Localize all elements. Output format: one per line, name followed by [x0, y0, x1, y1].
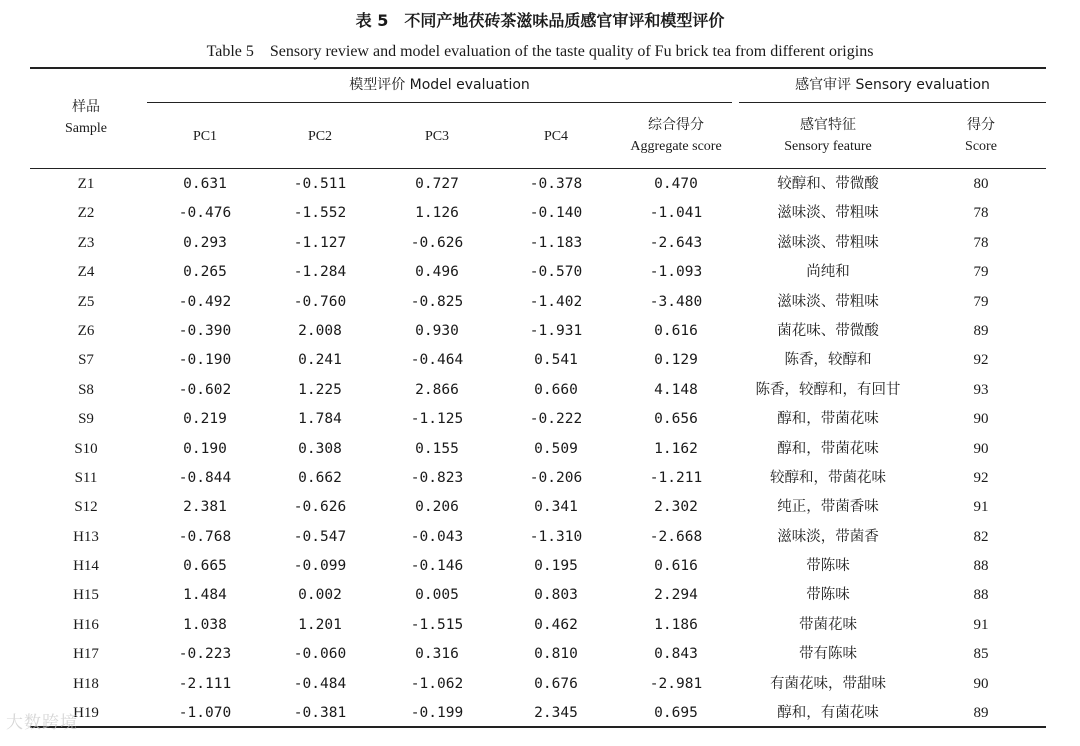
cell-sample: S7 [78, 352, 94, 369]
cell-pc2: -0.099 [293, 558, 347, 575]
table-caption-cn: 表 5 不同产地茯砖茶滋味品质感官审评和模型评价 [355, 11, 725, 30]
cell-pc3: 1.126 [415, 205, 459, 222]
header-rule [30, 168, 1046, 169]
cell-agg: 0.656 [654, 411, 698, 428]
cell-score: 82 [973, 528, 989, 545]
cell-pc4: -0.378 [529, 176, 583, 192]
cell-pc3: 2.866 [415, 381, 459, 398]
cell-feature: 菌花味、带微酸 [777, 322, 879, 339]
cell-pc2: 0.662 [298, 469, 342, 486]
cell-feature: 陈香，较醇和 [784, 352, 872, 369]
cell-agg: -2.981 [649, 675, 703, 692]
cell-pc3: -1.125 [410, 411, 464, 428]
cell-pc3: 0.496 [415, 264, 459, 281]
cell-sample: H15 [73, 587, 99, 604]
cell-score: 90 [973, 411, 989, 428]
cell-pc4: -1.183 [529, 234, 583, 251]
cell-pc1: -0.476 [178, 205, 232, 222]
cell-agg: 0.470 [654, 176, 698, 192]
cell-pc4: 0.462 [534, 616, 578, 633]
cell-agg: -2.668 [649, 528, 703, 545]
table-row [0, 405, 1080, 434]
cell-pc2: -0.060 [293, 646, 347, 663]
cell-sample: Z1 [77, 176, 95, 192]
table-row [0, 258, 1080, 287]
cell-pc2: 0.002 [298, 587, 342, 604]
cell-pc1: 0.293 [183, 234, 227, 251]
cell-pc1: -0.492 [178, 293, 232, 310]
header-score [930, 115, 1032, 157]
cell-pc2: 2.008 [298, 322, 342, 339]
cell-pc3: -0.043 [410, 528, 464, 545]
cell-pc4: 0.676 [534, 675, 578, 692]
cell-feature: 陈香，较醇和，有回甘 [755, 381, 901, 398]
table-row [0, 346, 1080, 375]
cell-pc2: 1.784 [298, 411, 342, 428]
table-row [0, 611, 1080, 640]
header-pc2 [265, 126, 375, 147]
table-row [0, 229, 1080, 258]
cell-feature: 较醇和、带微酸 [777, 176, 879, 192]
cell-feature: 尚纯和 [806, 264, 850, 281]
table-row [0, 523, 1080, 552]
cell-pc2: -0.760 [293, 293, 347, 310]
cell-pc1: -0.190 [178, 352, 232, 369]
cell-sample: Z5 [77, 293, 95, 310]
cell-pc2: 0.308 [298, 440, 342, 457]
cell-feature: 滋味淡、带粗味 [777, 234, 879, 251]
cell-sample: H16 [73, 616, 99, 633]
cell-pc3: -0.825 [410, 293, 464, 310]
cell-pc4: 2.345 [534, 705, 578, 722]
model-group-rule [147, 102, 732, 103]
cell-pc4: 0.195 [534, 558, 578, 575]
header-pc4 [500, 126, 612, 147]
cell-pc3: -0.146 [410, 558, 464, 575]
cell-pc4: -0.140 [529, 205, 583, 222]
cell-sample: H17 [73, 646, 99, 663]
sensory-group-rule [739, 102, 1046, 103]
cell-agg: 4.148 [654, 381, 698, 398]
cell-agg: -1.211 [649, 469, 703, 486]
cell-pc3: -0.823 [410, 469, 464, 486]
cell-feature: 醇和，带菌花味 [777, 411, 879, 428]
table-row [0, 199, 1080, 228]
cell-score: 89 [973, 705, 989, 722]
header-pc4-label: PC4 [543, 129, 569, 144]
cell-pc4: 0.509 [534, 440, 578, 457]
cell-score: 85 [973, 646, 989, 663]
cell-sample: S11 [74, 469, 98, 486]
cell-sample: Z6 [77, 322, 95, 339]
cell-score: 92 [973, 352, 989, 369]
cell-pc3: 0.316 [415, 646, 459, 663]
cell-score: 88 [973, 587, 989, 604]
cell-pc1: -0.223 [178, 646, 232, 663]
header-feature-cn: 感官特征 [800, 117, 856, 133]
cell-agg: 0.129 [654, 352, 698, 369]
header-pc3 [382, 126, 492, 147]
cell-pc2: -1.284 [293, 264, 347, 281]
cell-agg: 0.616 [654, 322, 698, 339]
header-aggregate-cn: 综合得分 [648, 117, 704, 133]
header-feature-en: Sensory feature [784, 139, 872, 154]
cell-pc1: 0.265 [183, 264, 227, 281]
cell-pc4: -0.206 [529, 469, 583, 486]
cell-agg: 1.186 [654, 616, 698, 633]
cell-sample: S10 [74, 440, 98, 457]
cell-pc1: 0.219 [183, 411, 227, 428]
cell-feature: 带陈味 [806, 587, 850, 604]
cell-pc1: 0.190 [183, 440, 227, 457]
cell-pc4: 0.803 [534, 587, 578, 604]
cell-feature: 滋味淡、带粗味 [777, 205, 879, 222]
cell-pc4: -0.570 [529, 264, 583, 281]
cell-pc1: 0.665 [183, 558, 227, 575]
cell-agg: -1.041 [649, 205, 703, 222]
cell-agg: 2.294 [654, 587, 698, 604]
header-pc3-label: PC3 [424, 129, 450, 144]
cell-score: 78 [973, 234, 989, 251]
cell-score: 93 [973, 381, 989, 398]
cell-pc1: -0.844 [178, 469, 232, 486]
table-row [0, 317, 1080, 346]
cell-pc1: 2.381 [183, 499, 227, 516]
cell-sample: S9 [78, 411, 94, 428]
cell-pc2: -1.552 [293, 205, 347, 222]
cell-pc3: -0.626 [410, 234, 464, 251]
table-row [0, 435, 1080, 464]
cell-pc1: 1.484 [183, 587, 227, 604]
cell-score: 79 [973, 293, 989, 310]
table-row [0, 376, 1080, 405]
table-row [0, 640, 1080, 669]
cell-pc1: -1.070 [178, 705, 232, 722]
cell-pc4: -1.310 [529, 528, 583, 545]
cell-pc1: 0.631 [183, 176, 227, 192]
cell-agg: -2.643 [649, 234, 703, 251]
table-row [0, 581, 1080, 610]
cell-sample: Z3 [77, 234, 95, 251]
header-pc2-label: PC2 [307, 129, 333, 144]
cell-pc1: -0.602 [178, 381, 232, 398]
cell-pc4: 0.541 [534, 352, 578, 369]
cell-pc2: -1.127 [293, 234, 347, 251]
header-sensory-group: 感官审评 Sensory evaluation [795, 77, 990, 93]
header-sample-en: Sample [65, 121, 107, 136]
cell-pc1: 1.038 [183, 616, 227, 633]
cell-agg: 0.616 [654, 558, 698, 575]
top-rule [30, 67, 1046, 69]
cell-pc3: 0.206 [415, 499, 459, 516]
cell-score: 91 [973, 499, 989, 516]
cell-score: 79 [973, 264, 989, 281]
cell-pc1: -0.768 [178, 528, 232, 545]
cell-pc2: -0.511 [293, 176, 347, 192]
cell-pc1: -2.111 [178, 675, 232, 692]
table-row [0, 464, 1080, 493]
cell-score: 90 [973, 675, 989, 692]
cell-feature: 带陈味 [806, 558, 850, 575]
header-aggregate-en: Aggregate score [630, 139, 722, 154]
cell-sample: Z2 [77, 205, 95, 222]
cell-sample: H18 [73, 675, 99, 692]
cell-pc3: -1.062 [410, 675, 464, 692]
cell-sample: H13 [73, 528, 99, 545]
cell-pc3: -0.199 [410, 705, 464, 722]
cell-agg: -1.093 [649, 264, 703, 281]
cell-sample: S8 [78, 381, 94, 398]
header-aggregate [612, 115, 740, 157]
cell-pc3: -0.464 [410, 352, 464, 369]
cell-feature: 有菌花味，带甜味 [770, 675, 886, 692]
cell-pc3: 0.005 [415, 587, 459, 604]
header-sample-cn: 样品 [72, 99, 100, 115]
cell-sample: S12 [74, 499, 98, 516]
cell-pc4: 0.660 [534, 381, 578, 398]
cell-agg: 0.695 [654, 705, 698, 722]
cell-sample: H19 [73, 705, 99, 722]
cell-pc3: -1.515 [410, 616, 464, 633]
cell-feature: 带有陈味 [799, 646, 857, 663]
table-row [0, 288, 1080, 317]
table-caption-en: Table 5 Sensory review and model evaluation of the taste quality of Fu brick tea from different origins [206, 43, 874, 60]
header-model-group: 模型评价 Model evaluation [349, 77, 530, 93]
cell-pc3: 0.930 [415, 322, 459, 339]
table-row [0, 552, 1080, 581]
cell-pc4: -0.222 [529, 411, 583, 428]
cell-pc4: 0.810 [534, 646, 578, 663]
table-row [0, 670, 1080, 699]
cell-score: 90 [973, 440, 989, 457]
cell-feature: 滋味淡，带菌香 [777, 528, 879, 545]
cell-feature: 滋味淡、带粗味 [777, 293, 879, 310]
cell-pc4: 0.341 [534, 499, 578, 516]
cell-pc1: -0.390 [178, 322, 232, 339]
cell-pc2: 1.225 [298, 381, 342, 398]
table-body [0, 170, 1080, 728]
cell-score: 88 [973, 558, 989, 575]
cell-pc3: 0.155 [415, 440, 459, 457]
cell-sample: H14 [73, 558, 99, 575]
cell-score: 80 [973, 176, 989, 192]
cell-feature: 带菌花味 [799, 616, 857, 633]
cell-score: 92 [973, 469, 989, 486]
header-score-cn: 得分 [967, 117, 995, 133]
cell-pc2: -0.547 [293, 528, 347, 545]
header-pc1-label: PC1 [192, 129, 218, 144]
cell-pc2: -0.381 [293, 705, 347, 722]
cell-feature: 醇和，有菌花味 [777, 705, 879, 722]
cell-pc2: 0.241 [298, 352, 342, 369]
table-row [0, 699, 1080, 728]
cell-pc3: 0.727 [415, 176, 459, 192]
cell-score: 91 [973, 616, 989, 633]
cell-score: 89 [973, 322, 989, 339]
header-score-en: Score [965, 139, 997, 154]
cell-pc2: -0.626 [293, 499, 347, 516]
table-row [0, 493, 1080, 522]
cell-score: 78 [973, 205, 989, 222]
cell-pc2: 1.201 [298, 616, 342, 633]
cell-feature: 较醇和，带菌花味 [770, 469, 886, 486]
table-row [0, 170, 1080, 199]
header-pc1 [150, 126, 260, 147]
cell-pc2: -0.484 [293, 675, 347, 692]
header-sample [40, 97, 132, 139]
cell-sample: Z4 [77, 264, 95, 281]
header-feature [738, 115, 918, 157]
cell-agg: -3.480 [649, 293, 703, 310]
cell-agg: 1.162 [654, 440, 698, 457]
watermark-text: 大数跨境 [6, 713, 78, 733]
cell-pc4: -1.931 [529, 322, 583, 339]
cell-pc4: -1.402 [529, 293, 583, 310]
cell-agg: 0.843 [654, 646, 698, 663]
cell-agg: 2.302 [654, 499, 698, 516]
cell-feature: 纯正，带菌香味 [777, 499, 879, 516]
cell-feature: 醇和，带菌花味 [777, 440, 879, 457]
